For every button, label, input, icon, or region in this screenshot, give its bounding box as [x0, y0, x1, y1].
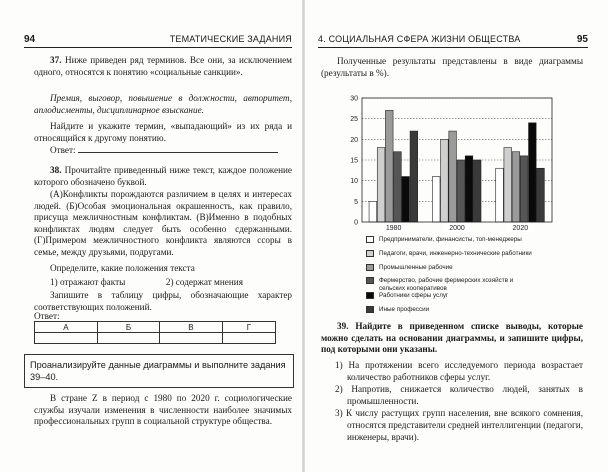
bar [385, 110, 393, 222]
left-page [0, 0, 303, 472]
bar-chart [340, 92, 556, 234]
survey-intro: В стране Z в период с 1980 по 2020 г. социологические службы изучали изменения в численности наиболее значимых профессиональных групп в социальной структуре общества. [34, 393, 292, 427]
q37-terms: Премия, выговор, повышение в должности, авторитет, аплодисменты, дисциплинарное взыскание. [34, 93, 292, 115]
q38-options [34, 277, 292, 289]
bar [449, 131, 457, 222]
bar [410, 131, 418, 222]
q37-answer-line [34, 144, 292, 157]
q38-statement: Прочитайте приведенный ниже текст, каждое положение которого обозначено буквой. [34, 165, 293, 187]
bar [520, 156, 528, 222]
legend-label: Иные профессии [379, 306, 430, 313]
x-tick-label: 1980 [385, 225, 402, 232]
y-tick-label: 0 [354, 219, 358, 227]
chart-intro: Полученные результаты представлены в виде диаграммы (результаты в %). [321, 56, 583, 78]
bar [504, 148, 512, 222]
bar [512, 152, 520, 222]
q37-statement: Ниже приведен ряд терминов. Все они, за исключением одного, относятся к понятию «социальные санкции». [34, 55, 293, 77]
right-page-number: 95 [576, 34, 588, 45]
chart-bars [369, 110, 544, 222]
q37-task: Найдите и укажите термин, «выпадающий» из их ряда и относящийся к другому понятию. [34, 121, 292, 143]
legend-label: Фермерство, рабочие фермерских хозяйств и сельских кооперативов [379, 277, 514, 292]
bar [537, 168, 545, 222]
legend-label: Работники сферы услуг [379, 292, 449, 299]
answer-table-header: А [35, 322, 98, 333]
bar [529, 123, 537, 222]
answer-table-header: Г [222, 322, 275, 333]
y-tick-label: 30 [350, 95, 358, 103]
q39-option-2: 2) Напротив, снижается количество людей, занятых в промышленности. [335, 384, 583, 406]
q38-option-1: 1) отражают факты [50, 277, 126, 287]
bar [496, 168, 504, 222]
bar [394, 152, 402, 222]
bar [402, 177, 410, 222]
left-page-number: 94 [24, 34, 36, 45]
answer-cell[interactable] [159, 333, 222, 344]
bar [473, 160, 481, 222]
left-page-header [24, 33, 292, 48]
legend-swatch [366, 264, 374, 271]
q38-prompt: Определите, какие положения текста [50, 263, 195, 273]
q37-answer-field[interactable] [78, 144, 278, 153]
y-tick-label: 20 [350, 136, 358, 144]
legend-label: Педагоги, врачи, инженерно-технические работники [379, 250, 532, 257]
right-page-header [318, 33, 588, 48]
answer-table-header-row [35, 322, 276, 333]
bar [377, 148, 385, 222]
legend-swatch [366, 277, 374, 284]
y-tick-label: 25 [350, 116, 358, 124]
bar [369, 201, 377, 222]
legend-swatch [366, 306, 374, 313]
chart-x-labels [380, 223, 535, 232]
q39-number: 39. [337, 321, 349, 331]
left-running-title: ТЕМАТИЧЕСКИЕ ЗАДАНИЯ [169, 34, 292, 44]
x-tick-label: 2020 [512, 225, 529, 232]
q39-options [335, 360, 583, 443]
answer-cell[interactable] [97, 333, 159, 344]
answer-table-header: Б [97, 322, 159, 333]
q38-number: 38. [50, 165, 62, 175]
answer-table-header: В [159, 322, 222, 333]
y-tick-label: 15 [350, 157, 358, 165]
q38-answer-label: Ответ: [34, 311, 60, 321]
legend-swatch [366, 250, 374, 257]
q37-answer-label: Ответ: [50, 145, 76, 155]
answer-table-input-row [35, 333, 276, 344]
q38-answer-table [34, 321, 276, 344]
q39-text [321, 321, 583, 356]
q37-text [34, 55, 292, 78]
right-running-title: 4. СОЦИАЛЬНАЯ СФЕРА ЖИЗНИ ОБЩЕСТВА [318, 34, 521, 44]
bar [457, 160, 465, 222]
q39-option-3: 3) К числу растущих групп населения, вне всякого сомнения, относятся представители средней интеллигенции (педагоги, инженеры, врачи). [335, 408, 583, 442]
legend-label: Промышленные рабочие [379, 264, 453, 271]
bar [465, 156, 473, 222]
q38-option-2: 2) содержат мнения [165, 277, 243, 287]
chart-y-ticks [350, 96, 358, 227]
q39-statement: Найдите в приведенном списке выводы, которые можно сделать на основании диаграммы, и запишите цифры, под которыми они указаны. [321, 321, 583, 355]
x-tick-label: 2000 [449, 225, 465, 232]
bar [441, 139, 449, 222]
bar [432, 177, 440, 222]
answer-cell[interactable] [222, 333, 275, 344]
legend-label: Предприниматели, финансисты, топ-менеджеры [379, 236, 522, 243]
q38-passage: (А)Конфликты порождаются различием в целях и интересах людей. (Б)Особая эмоциональная окрашенность, как правило, присуща межличностным конфликтам. (В)Именно в подобных конфликтах людям следует быть особенно сдержанными. (Г)Примером межличностного конфликта являются ссоры в семье, между друзьями, подругами. [34, 189, 292, 257]
legend-swatch [366, 292, 374, 299]
q39-option-1: 1) На протяжении всего исследуемого периода возрастает количество работников сферы услуг. [335, 360, 583, 382]
q38-instruction: Запишите в таблицу цифры, обозначающие характер соответствующих положений. [34, 290, 292, 312]
answer-cell[interactable] [35, 333, 98, 344]
instruction-box: Проанализируйте данные диаграммы и выполните задания 39–40. [24, 354, 294, 388]
legend-swatch [366, 236, 374, 243]
y-tick-label: 10 [350, 178, 358, 186]
y-tick-label: 5 [354, 198, 358, 206]
q38-text [34, 165, 292, 188]
q37-number: 37. [50, 55, 62, 65]
